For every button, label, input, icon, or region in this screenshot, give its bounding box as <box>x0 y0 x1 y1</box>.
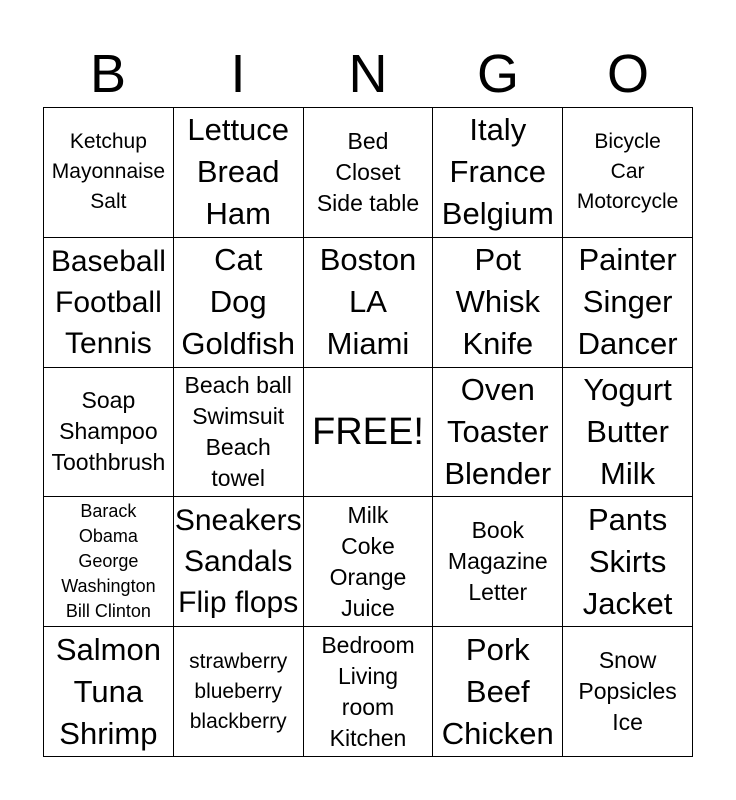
bingo-cell[interactable] <box>174 108 304 238</box>
cell-text: strawberry blueberry blackberry <box>189 649 288 733</box>
cell-text: Book Magazine Letter <box>447 517 548 606</box>
bingo-cell[interactable] <box>433 627 563 757</box>
cell-text: Pork Beef Chicken <box>441 631 554 751</box>
bingo-cell[interactable] <box>304 497 434 627</box>
bingo-cell[interactable] <box>563 238 693 368</box>
bingo-cell[interactable] <box>304 627 434 757</box>
bingo-cell[interactable] <box>44 368 174 498</box>
bingo-cell[interactable] <box>563 497 693 627</box>
cell-text: Sneakers Sandals Flip flops <box>174 504 302 620</box>
bingo-cell[interactable] <box>433 108 563 238</box>
bingo-cell[interactable] <box>304 108 434 238</box>
cell-text: Pants Skirts Jacket <box>582 501 673 621</box>
cell-text: Boston LA Miami <box>319 242 417 362</box>
bingo-header <box>43 40 693 108</box>
bingo-cell[interactable] <box>433 368 563 498</box>
cell-text: Bedroom Living room Kitchen <box>321 631 415 751</box>
cell-text: Baseball Football Tennis <box>50 244 166 360</box>
bingo-cell[interactable] <box>44 238 174 368</box>
bingo-cell[interactable] <box>563 368 693 498</box>
free-space-cell[interactable] <box>304 368 434 498</box>
cell-text: Snow Popsicles Ice <box>578 647 677 736</box>
bingo-cell[interactable] <box>44 108 174 238</box>
free-space-label: FREE! <box>312 410 424 453</box>
bingo-cell[interactable] <box>563 627 693 757</box>
cell-text: Oven Toaster Blender <box>444 372 552 491</box>
cell-text: Beach ball Swimsuit Beach towel <box>184 371 292 491</box>
cell-text: Italy France Belgium <box>441 112 554 232</box>
bingo-cell[interactable] <box>433 238 563 368</box>
header-letter-b: B <box>89 44 127 104</box>
cell-text: Salmon Tuna Shrimp <box>55 631 161 751</box>
bingo-cell[interactable] <box>174 497 304 627</box>
cell-text: Lettuce Bread Ham <box>187 112 290 232</box>
bingo-cell[interactable] <box>174 368 304 498</box>
bingo-cell[interactable] <box>44 497 174 627</box>
cell-text: Bicycle Car Motorcycle <box>576 130 679 214</box>
header-letter-o: O <box>606 44 649 104</box>
bingo-cell[interactable] <box>174 627 304 757</box>
header-letter-n: N <box>348 44 388 104</box>
cell-text: Soap Shampoo Toothbrush <box>51 387 166 476</box>
cell-text: Painter Singer Dancer <box>577 242 678 362</box>
bingo-cell[interactable] <box>44 627 174 757</box>
header-letter-g: G <box>476 44 519 104</box>
cell-text: Yogurt Butter Milk <box>583 372 672 491</box>
header-letter-i: I <box>230 44 246 104</box>
bingo-cell[interactable] <box>174 238 304 368</box>
bingo-cell[interactable] <box>563 108 693 238</box>
cell-text: Barack Obama George Washington Bill Clinton <box>61 501 156 622</box>
cell-text: Cat Dog Goldfish <box>181 242 296 362</box>
bingo-cell[interactable] <box>433 497 563 627</box>
bingo-cell[interactable] <box>304 238 434 368</box>
cell-text: Ketchup Mayonnaise Salt <box>51 130 166 214</box>
cell-text: Pot Whisk Knife <box>455 242 540 362</box>
cell-text: Milk Coke Orange Juice <box>329 501 407 621</box>
bingo-board <box>43 107 693 757</box>
cell-text: Bed Closet Side table <box>316 127 420 216</box>
